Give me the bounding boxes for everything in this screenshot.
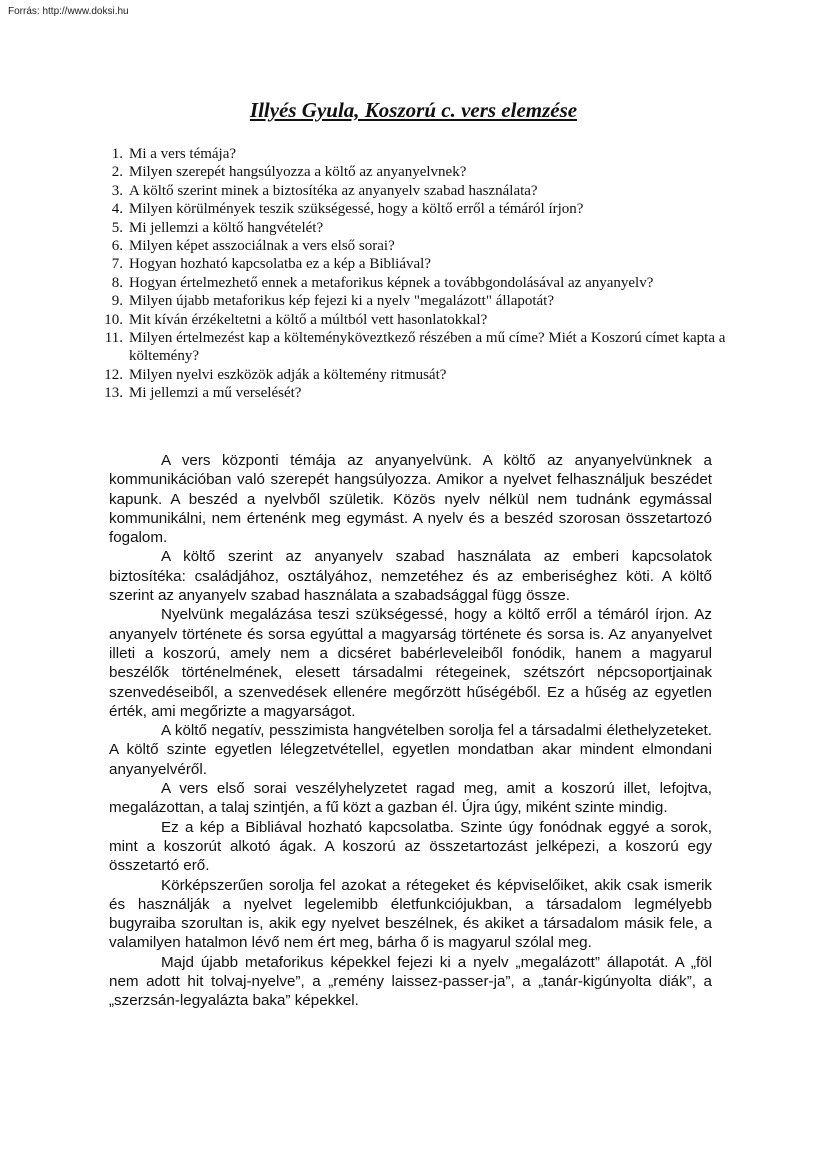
- source-note: Forrás: http://www.doksi.hu: [8, 6, 129, 17]
- list-item-number: 12.: [104, 366, 123, 383]
- list-item: [98, 145, 748, 163]
- list-item-text: Mi jellemzi a mű verselését?: [129, 385, 302, 402]
- list-item: [98, 182, 748, 200]
- list-item-number: 5.: [111, 219, 123, 236]
- list-item: [98, 255, 748, 273]
- list-item-number: 11.: [104, 330, 123, 347]
- list-item-text: Milyen újabb metaforikus kép fejezi ki a nyelv "megalázott" állapotát?: [129, 293, 555, 310]
- question-list: [98, 145, 748, 403]
- list-item-text: Milyen értelmezést kap a költeményköveztkező részében a mű címe? Miét a Koszorú címet kapta a költemény?: [129, 330, 726, 365]
- paragraph: A költő szerint az anyanyelv szabad használata az emberi kapcsolatok biztosítéka: családjához, osztályához, nemzetéhez és az emberiséghez köti. A költő szerint az anyanyelv szabad használata a szabadsággal függ össze.: [109, 548, 712, 605]
- paragraph: A vers központi témája az anyanyelvünk. A költő az anyanyelvünknek a kommunikációban való szerepét hangsúlyozza. Amikor a nyelvet felhasználjuk beszédet kapunk. A beszéd a nyelvből születik. Közös nyelv nélkül nem tudnánk egymással kommunikálni, nem értenénk meg egymást. A nyelv és a beszéd szorosan összetartozó fogalom.: [109, 452, 712, 547]
- list-item-number: 2.: [111, 164, 123, 181]
- essay-body: [109, 451, 712, 1011]
- page-title: Illyés Gyula, Koszorú c. vers elemzése: [249, 98, 578, 122]
- paragraph: A költő negatív, pesszimista hangvételben sorolja fel a társadalmi élethelyzeteket. A költő szinte egyetlen lélegzetvétellel, egyetlen mondatban akar mindent elmondani anyanyelvéről.: [109, 722, 712, 778]
- paragraph: Majd újabb metaforikus képekkel fejezi ki a nyelv „megalázott” állapotát. A „föl nem adott hit tolvaj-nyelve”, a „remény laissez-passer-ja”, a „tanár-kigúnyolta diák”, a „szerzsán-legyalázta baka” képekkel.: [109, 953, 712, 1010]
- list-item-number: 13.: [104, 385, 123, 402]
- list-item: [98, 237, 748, 255]
- list-item-text: A költő szerint minek a biztosítéka az anyanyelv szabad használata?: [129, 182, 538, 199]
- list-item-number: 3.: [111, 182, 123, 199]
- list-item-text: Hogyan hozható kapcsolatba ez a kép a Bibliával?: [129, 256, 431, 273]
- paragraph: Nyelvünk megalázása teszi szükségessé, hogy a költő erről a témáról írjon. Az anyanyelv története és sorsa egyúttal a magyarság története és sorsa is. Az anyanyelvet illeti a koszorú, amely nem a dicséret babérleveleiből fonódik, hanem a magyarul beszélők történelmének, elesett társadalmi rétegeinek, szétszórt népcsoportjainak szenvedéseiből, a szenvedések ellenére megőrzött hűségéből. Ez a hűség az egyetlen érték, ami megőrizte a magyarságot.: [109, 606, 712, 720]
- list-item-text: Hogyan értelmezhető ennek a metaforikus képnek a továbbgondolásával az anyanyelv?: [129, 274, 654, 291]
- list-item: [98, 366, 748, 384]
- paragraph: Körképszerűen sorolja fel azokat a rétegeket és képviselőiket, akik csak ismerik és használják a nyelvet legelemibb életfunkciójukban, a társadalom legmélyebb bugyraiba szorultan is, akik egy nyelvet beszélnek, és akiket a társadalom másik fele, a valamilyen hatalmon lévő nem ért meg, bárha ő is magyarul szólal meg.: [109, 876, 712, 952]
- list-item: [98, 311, 748, 329]
- list-item-number: 10.: [104, 311, 123, 328]
- list-item-number: 9.: [111, 293, 123, 310]
- list-item-text: Milyen körülmények teszik szükségessé, hogy a költő erről a témáról írjon?: [129, 201, 584, 218]
- list-item-number: 4.: [111, 201, 123, 218]
- list-item-text: Mit kíván érzékeltetni a költő a múltból vett hasonlatokkal?: [129, 311, 488, 328]
- paragraph: Ez a kép a Bibliával hozható kapcsolatba. Szinte úgy fonódnak eggyé a sorok, mint a koszorút alkotó ágak. A koszorú az összetartozást jelképezi, a koszorú egy összetartó erő.: [109, 818, 712, 875]
- list-item: [98, 274, 748, 292]
- list-item-text: Mi jellemzi a költő hangvételét?: [129, 219, 324, 236]
- paragraph: A vers első sorai veszélyhelyzetet ragad meg, amit a koszorú illet, lefojtva, megalázottan, a talaj szintjén, a fű közt a gazban él. Újra úgy, miként szinte mindig.: [109, 780, 712, 817]
- list-item-text: Mi a vers témája?: [129, 146, 237, 162]
- list-item: [98, 384, 748, 402]
- list-item-text: Milyen nyelvi eszközök adják a költemény ritmusát?: [129, 366, 447, 383]
- list-item-number: 7.: [111, 256, 123, 273]
- list-item: [98, 200, 748, 218]
- list-item: [98, 219, 748, 237]
- list-item-text: Milyen szerepét hangsúlyozza a költő az anyanyelvnek?: [129, 164, 467, 181]
- list-item-number: 1.: [111, 146, 123, 162]
- list-item: [98, 329, 748, 366]
- list-item-number: 8.: [111, 274, 123, 291]
- list-item: [98, 163, 748, 181]
- list-item-text: Milyen képet asszociálnak a vers első sorai?: [129, 238, 395, 255]
- list-item: [98, 292, 748, 310]
- list-item-number: 6.: [111, 238, 123, 255]
